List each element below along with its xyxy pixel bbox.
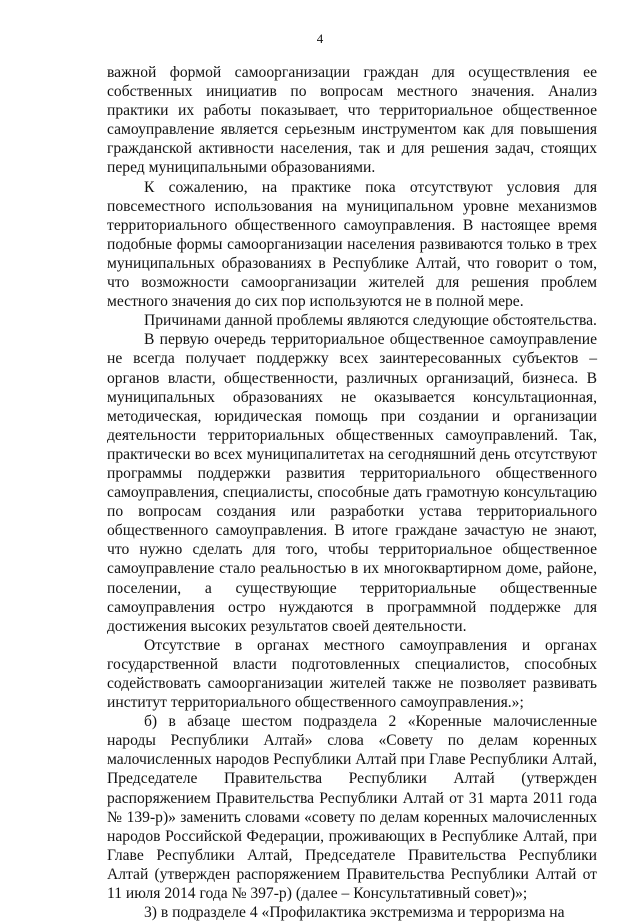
paragraph-causes-intro: Причинами данной проблемы являются следующие обстоятельства. xyxy=(144,312,597,330)
paragraph-amendment-b: б) в абзаце шестом подраздела 2 «Коренные малочисленные народы Республики Алтай» слова «Совету по делам коренных малочисленных народов Республики Алтай при Главе Республики Алтай, Председателе Правительства Республики Алтай (утвержден распоряжением Правительства Республики Алтай от 31 марта 2011 года № 139-р)» заменить словами «совету по делам коренных малочисленных народов Российской Федерации, проживающих в Республике Алтай, при Главе Республики Алтай, Председателе Правительства Республики Алтай (утвержден распоряжением Правительства Республики Алтай от 11 июля 2014 года № 397-р) (далее – Консультативный совет)»; xyxy=(107,713,597,903)
paragraph-amendment-3: 3) в подразделе 4 «Профилактика экстремизма и терроризма на xyxy=(144,904,565,922)
paragraph-lack-of-specialists: Отсутствие в органах местного самоуправления и органах государственной власти подготовленных специалистов, способных содействовать самоорганизации жителей также не позволяет развивать институт территориального общественного самоуправления.»; xyxy=(107,636,597,712)
paragraph-continuation: важной формой самоорганизации граждан для осуществления ее собственных инициатив по вопросам местного значения. Анализ практики их работы показывает, что территориальное общественное самоуправление является серьезным инструментом как для повышения гражданской активности населения, так и для решения задач, стоящих перед муниципальными образованиями. xyxy=(107,64,597,177)
paragraph-first-cause: В первую очередь территориальное общественное самоуправление не всегда получает поддержку всех заинтересованных субъектов – органов власти, общественности, различных организаций, бизнеса. В муниципальных образованиях не оказывается консультационная, методическая, юридическая помощь при создании и организации деятельности территориальных общественных самоуправлений. Так, практически во всех муниципалитетах на сегодняшний день отсутствуют программы поддержки развития территориального общественного самоуправления, специалисты, способные дать грамотную консультацию по вопросам создания или разработки устава территориального общественного самоуправления. В итоге граждане зачастую не знают, что нужно сделать для того, чтобы территориальное общественное самоуправление стало реальностью в их многоквартирном доме, районе, поселении, а существующие территориальные общественные самоуправления остро нуждаются в программной поддержке для достижения высоких результатов своей деятельности. xyxy=(107,331,597,635)
page-number: 4 xyxy=(316,31,324,46)
document-body xyxy=(107,63,597,922)
paragraph-regret: К сожалению, на практике пока отсутствуют условия для повсеместного использования на муниципальном уровне механизмов территориального общественного самоуправления. В настоящее время подобные формы самоорганизации населения развиваются только в трех муниципальных образованиях в Республике Алтай, что говорит о том, что возможности самоорганизации жителей для решения проблем местного значения до сих пор используются не в полной мере. xyxy=(107,178,597,311)
